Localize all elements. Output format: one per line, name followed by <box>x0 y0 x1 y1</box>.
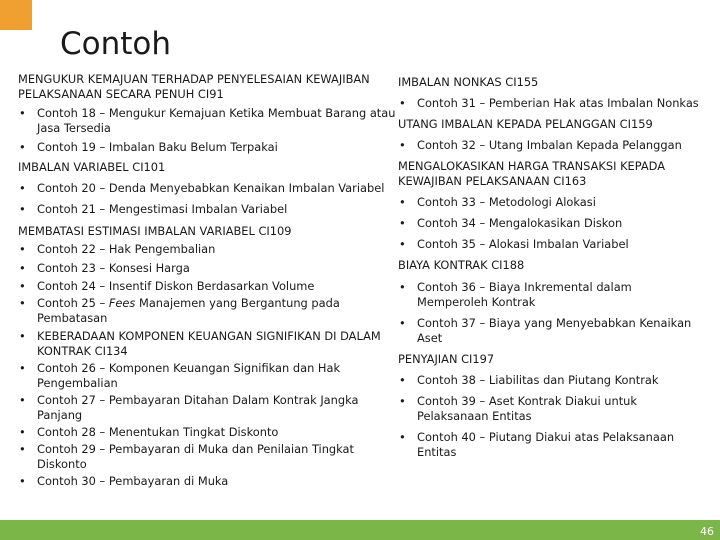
list-item: • Contoh 38 – Liabilitas dan Piutang Kontrak <box>398 373 700 388</box>
item-text-italic: Fees <box>108 296 136 310</box>
list-item: • Contoh 28 – Menentukan Tingkat Diskonto <box>18 425 396 440</box>
list-item: • Contoh 36 – Biaya Inkremental dalam Memperoleh Kontrak <box>398 280 700 310</box>
section-heading: PENYAJIAN CI197 <box>398 352 495 366</box>
list-item: • Contoh 21 – Mengestimasi Imbalan Variabel <box>18 202 396 217</box>
slide-title: Contoh <box>60 26 172 62</box>
list-item: • Contoh 29 – Pembayaran di Muka dan Penilaian Tingkat Diskonto <box>18 442 396 472</box>
list-item: • Contoh 18 – Mengukur Kemajuan Ketika Membuat Barang atau Jasa Tersedia <box>18 106 396 136</box>
list-item: • Contoh 20 – Denda Menyebabkan Kenaikan Imbalan Variabel <box>18 181 396 196</box>
list-item: • Contoh 37 – Biaya yang Menyebabkan Kenaikan Aset <box>398 316 700 346</box>
list-item: • Contoh 39 – Aset Kontrak Diakui untuk Pelaksanaan Entitas <box>398 394 700 424</box>
footer-bar <box>0 520 720 540</box>
corner-accent <box>0 0 32 30</box>
list-item: • Contoh 26 – Komponen Keuangan Signifikan dan Hak Pengembalian <box>18 361 396 391</box>
list-item <box>18 296 396 326</box>
item-text-prefix: Contoh 25 – <box>37 296 109 310</box>
section-heading: MENGALOKASIKAN HARGA TRANSAKSI KEPADA KEWAJIBAN PELAKSANAAN CI163 <box>398 159 666 188</box>
section-heading: IMBALAN VARIABEL CI101 <box>18 160 166 174</box>
list-item: • Contoh 32 – Utang Imbalan Kepada Pelanggan <box>398 138 700 153</box>
item-text-suffix: Manajemen yang Bergantung pada Pembatasan <box>37 296 340 325</box>
list-item: • Contoh 24 – Insentif Diskon Berdasarkan Volume <box>18 279 396 294</box>
section-heading: UTANG IMBALAN KEPADA PELANGGAN CI159 <box>398 117 653 131</box>
list-item: • Contoh 19 – Imbalan Baku Belum Terpakai <box>18 140 396 155</box>
list-item: • Contoh 31 – Pemberian Hak atas Imbalan Nonkas <box>398 96 700 111</box>
right-column <box>398 72 700 460</box>
list-item: • Contoh 35 – Alokasi Imbalan Variabel <box>398 237 700 252</box>
section-heading: MENGUKUR KEMAJUAN TERHADAP PENYELESAIAN KEWAJIBAN PELAKSANAAN SECARA PENUH CI91 <box>18 72 370 101</box>
list-item: • Contoh 23 – Konsesi Harga <box>18 261 396 276</box>
list-item: • KEBERADAAN KOMPONEN KEUANGAN SIGNIFIKAN DI DALAM KONTRAK CI134 <box>18 329 396 359</box>
list-item: • Contoh 30 – Pembayaran di Muka <box>18 474 396 489</box>
list-item: • Contoh 34 – Mengalokasikan Diskon <box>398 216 700 231</box>
page-number: 46 <box>700 525 714 538</box>
list-item: • Contoh 22 – Hak Pengembalian <box>18 242 396 257</box>
left-column <box>18 72 396 489</box>
section-heading: MEMBATASI ESTIMASI IMBALAN VARIABEL CI109 <box>18 224 292 238</box>
list-item: • Contoh 40 – Piutang Diakui atas Pelaksanaan Entitas <box>398 430 700 460</box>
list-item: • Contoh 33 – Metodologi Alokasi <box>398 195 700 210</box>
list-item: • Contoh 27 – Pembayaran Ditahan Dalam Kontrak Jangka Panjang <box>18 393 396 423</box>
section-heading: IMBALAN NONKAS CI155 <box>398 75 539 89</box>
section-heading: BIAYA KONTRAK CI188 <box>398 258 525 272</box>
